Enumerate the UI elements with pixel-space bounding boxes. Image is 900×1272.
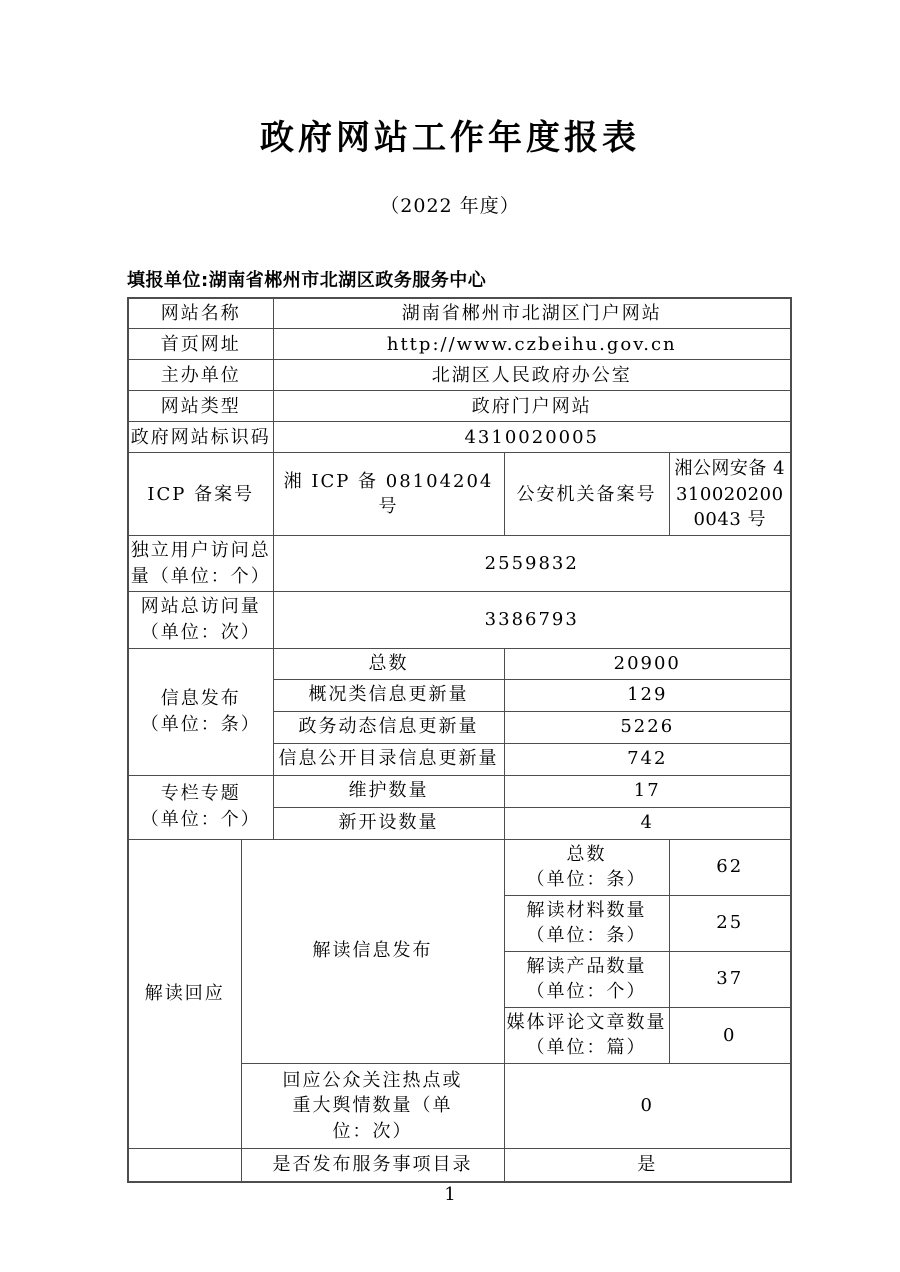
info-publish-overview-value: 129	[504, 679, 791, 711]
interpretation-material-value: 25	[669, 895, 791, 951]
page-number: 1	[444, 1184, 456, 1205]
info-publish-row-total	[128, 648, 791, 679]
info-publish-group-label: 信息发布 （单位：条）	[128, 648, 273, 775]
special-columns-new-value: 4	[504, 807, 791, 839]
interpretation-product-value: 37	[669, 951, 791, 1007]
annual-report-table	[127, 297, 792, 1184]
info-publish-total-value: 20900	[504, 648, 791, 679]
service-catalog-value: 是	[504, 1148, 791, 1182]
interpretation-total-label: 总数 （单位：条）	[504, 839, 669, 895]
icp-label: ICP 备案号	[128, 453, 273, 536]
reporting-unit	[127, 266, 900, 292]
home-url-value: http://www.czbeihu.gov.cn	[273, 329, 791, 360]
site-type-row	[128, 391, 791, 422]
interpretation-media-value: 0	[669, 1007, 791, 1063]
organizer-row	[128, 360, 791, 391]
empty-cell	[128, 1148, 241, 1182]
total-visits-value: 3386793	[273, 592, 791, 648]
interpretation-product-label: 解读产品数量 （单位：个）	[504, 951, 669, 1007]
interpretation-total-value: 62	[669, 839, 791, 895]
total-visits-row	[128, 592, 791, 648]
special-columns-maintain-label: 维护数量	[273, 775, 504, 807]
organizer-value: 北湖区人民政府办公室	[273, 360, 791, 391]
site-type-label: 网站类型	[128, 391, 273, 422]
service-catalog-row	[128, 1148, 791, 1182]
home-url-row	[128, 329, 791, 360]
document-title: 政府网站工作年度报表	[260, 118, 640, 158]
icp-row	[128, 453, 791, 536]
hotspot-response-value: 0	[504, 1063, 791, 1148]
info-publish-total-label: 总数	[273, 648, 504, 679]
document-subtitle: （2022 年度）	[380, 194, 520, 217]
website-name-row	[128, 298, 791, 329]
home-url-label: 首页网址	[128, 329, 273, 360]
info-publish-catalog-label: 信息公开目录信息更新量	[273, 743, 504, 775]
interpretation-row-total	[128, 839, 791, 895]
site-id-row	[128, 422, 791, 453]
interpretation-media-label: 媒体评论文章数量 （单位：篇）	[504, 1007, 669, 1063]
service-catalog-label: 是否发布服务事项目录	[241, 1148, 504, 1182]
website-name-value: 湖南省郴州市北湖区门户网站	[273, 298, 791, 329]
organizer-label: 主办单位	[128, 360, 273, 391]
info-publish-dynamics-value: 5226	[504, 711, 791, 743]
special-columns-maintain-value: 17	[504, 775, 791, 807]
hotspot-response-label: 回应公众关注热点或重大舆情数量（单位：次）	[241, 1063, 504, 1148]
site-id-label: 政府网站标识码	[128, 422, 273, 453]
unique-visitors-value: 2559832	[273, 536, 791, 592]
total-visits-label: 网站总访问量 （单位：次）	[128, 592, 273, 648]
site-id-value: 4310020005	[273, 422, 791, 453]
info-publish-catalog-value: 742	[504, 743, 791, 775]
police-record-label: 公安机关备案号	[504, 453, 669, 536]
special-columns-new-label: 新开设数量	[273, 807, 504, 839]
site-type-value: 政府门户网站	[273, 391, 791, 422]
reporting-unit-label: 填报单位:	[127, 269, 209, 291]
interpretation-group-label: 解读回应	[128, 839, 241, 1148]
interpretation-publish-label: 解读信息发布	[241, 839, 504, 1063]
info-publish-dynamics-label: 政务动态信息更新量	[273, 711, 504, 743]
unique-visitors-row	[128, 536, 791, 592]
website-name-label: 网站名称	[128, 298, 273, 329]
info-publish-overview-label: 概况类信息更新量	[273, 679, 504, 711]
special-columns-group-label: 专栏专题 （单位：个）	[128, 775, 273, 839]
icp-value: 湘 ICP 备 08104204 号	[273, 453, 504, 536]
interpretation-material-label: 解读材料数量 （单位：条）	[504, 895, 669, 951]
unique-visitors-label: 独立用户访问总 量（单位：个）	[128, 536, 273, 592]
special-columns-row-maintain	[128, 775, 791, 807]
reporting-unit-value: 湖南省郴州市北湖区政务服务中心	[208, 269, 487, 291]
police-record-value: 湘公网安备 43100202000043 号	[669, 453, 791, 536]
